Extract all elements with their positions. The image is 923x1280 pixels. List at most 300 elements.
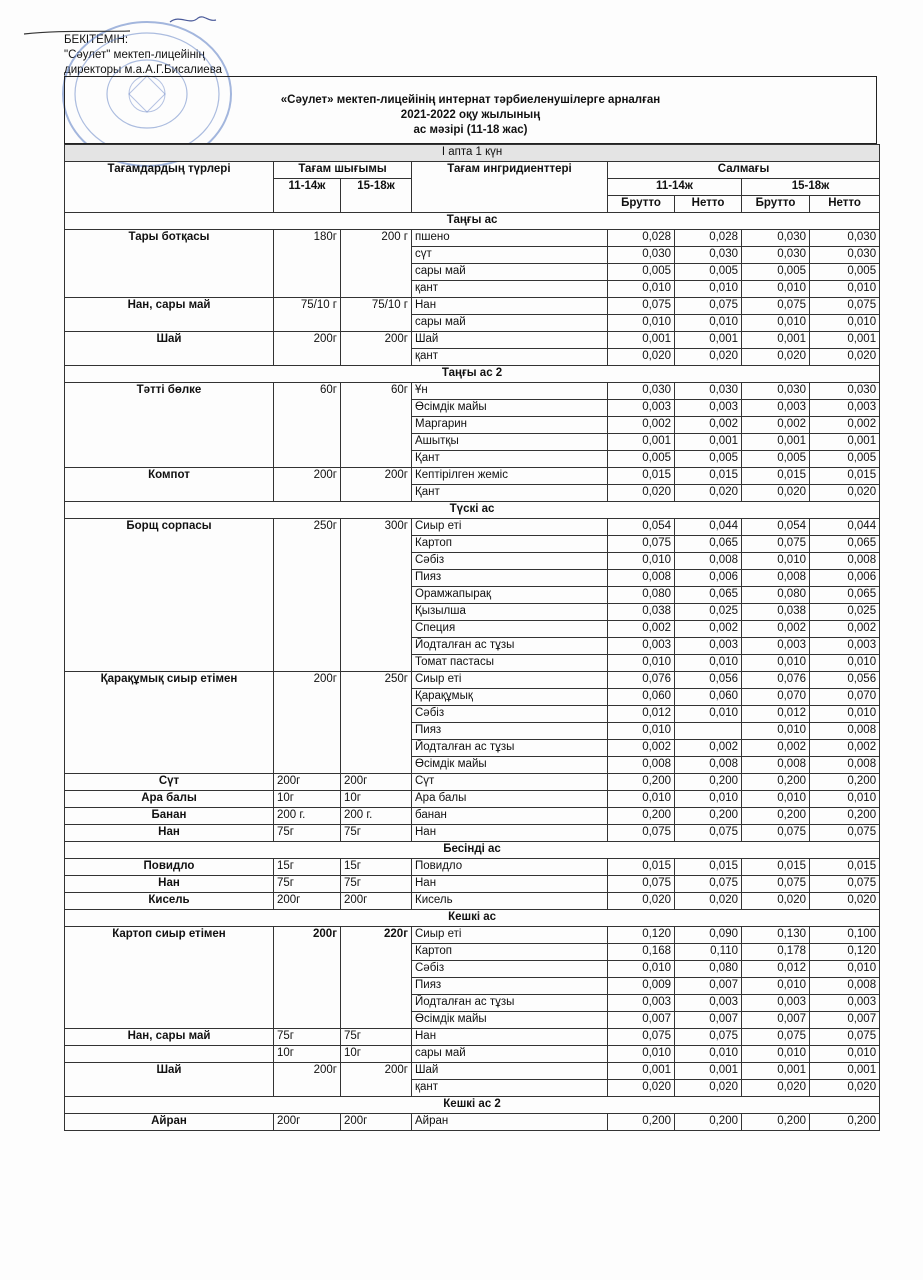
ingredient-name: Қант xyxy=(412,451,608,468)
netto-11-14: 0,003 xyxy=(675,995,742,1012)
dish-output-15-18: 220г xyxy=(341,927,412,1029)
ingredient-row xyxy=(65,332,880,349)
dish-name: Картоп сиыр етімен xyxy=(65,927,274,1029)
netto-15-18: 0,044 xyxy=(810,519,880,536)
brutto-15-18: 0,010 xyxy=(742,723,810,740)
ingredient-name: Шай xyxy=(412,1063,608,1080)
netto-11-14: 0,001 xyxy=(675,434,742,451)
netto-15-18: 0,002 xyxy=(810,621,880,638)
ingredient-row xyxy=(65,383,880,400)
netto-15-18: 0,008 xyxy=(810,723,880,740)
col-netto-age2: Нетто xyxy=(810,196,880,213)
brutto-11-14: 0,001 xyxy=(608,332,675,349)
dish-output-11-14: 75г xyxy=(274,876,341,893)
brutto-15-18: 0,010 xyxy=(742,1046,810,1063)
dish-name: Нан xyxy=(65,825,274,842)
dish-output-11-14: 200г xyxy=(274,672,341,774)
dish-name: Кисель xyxy=(65,893,274,910)
netto-11-14: 0,015 xyxy=(675,468,742,485)
brutto-11-14: 0,001 xyxy=(608,1063,675,1080)
dish-output-11-14: 200г xyxy=(274,774,341,791)
brutto-15-18: 0,003 xyxy=(742,995,810,1012)
ingredient-name: Сиыр еті xyxy=(412,927,608,944)
netto-15-18: 0,030 xyxy=(810,383,880,400)
brutto-15-18: 0,075 xyxy=(742,876,810,893)
dish-output-15-18: 15г xyxy=(341,859,412,876)
brutto-11-14: 0,010 xyxy=(608,961,675,978)
dish-output-15-18: 200г xyxy=(341,1063,412,1097)
brutto-15-18: 0,010 xyxy=(742,281,810,298)
netto-11-14: 0,028 xyxy=(675,230,742,247)
netto-11-14: 0,044 xyxy=(675,519,742,536)
brutto-11-14: 0,075 xyxy=(608,298,675,315)
brutto-15-18: 0,010 xyxy=(742,791,810,808)
meal-title: Кешкі ас xyxy=(65,910,880,927)
ingredient-row xyxy=(65,825,880,842)
netto-15-18: 0,015 xyxy=(810,468,880,485)
brutto-11-14: 0,010 xyxy=(608,791,675,808)
ingredient-name: пшено xyxy=(412,230,608,247)
ingredient-name: сүт xyxy=(412,247,608,264)
dish-name: Повидло xyxy=(65,859,274,876)
brutto-11-14: 0,030 xyxy=(608,383,675,400)
brutto-15-18: 0,070 xyxy=(742,689,810,706)
brutto-15-18: 0,010 xyxy=(742,315,810,332)
dish-output-11-14: 200г xyxy=(274,893,341,910)
dish-output-15-18: 10г xyxy=(341,791,412,808)
netto-11-14: 0,200 xyxy=(675,808,742,825)
ingredient-row xyxy=(65,230,880,247)
brutto-15-18: 0,010 xyxy=(742,553,810,570)
brutto-11-14: 0,015 xyxy=(608,859,675,876)
dish-output-11-14: 60г xyxy=(274,383,341,468)
brutto-11-14: 0,009 xyxy=(608,978,675,995)
dish-output-15-18: 75г xyxy=(341,825,412,842)
brutto-11-14: 0,015 xyxy=(608,468,675,485)
brutto-15-18: 0,076 xyxy=(742,672,810,689)
netto-15-18: 0,200 xyxy=(810,774,880,791)
brutto-11-14: 0,038 xyxy=(608,604,675,621)
col-weight-age1: 11-14ж xyxy=(608,179,742,196)
dish-output-11-14: 200г xyxy=(274,468,341,502)
brutto-15-18: 0,075 xyxy=(742,1029,810,1046)
ingredient-name: Повидло xyxy=(412,859,608,876)
dish-output-15-18: 200г xyxy=(341,332,412,366)
ingredient-name: Сүт xyxy=(412,774,608,791)
brutto-15-18: 0,030 xyxy=(742,247,810,264)
ingredient-name: Өсімдік майы xyxy=(412,757,608,774)
dish-output-15-18: 200 г xyxy=(341,230,412,298)
ingredient-name: Сиыр еті xyxy=(412,672,608,689)
document-header xyxy=(64,76,877,144)
netto-11-14: 0,008 xyxy=(675,757,742,774)
brutto-11-14: 0,010 xyxy=(608,655,675,672)
netto-15-18: 0,056 xyxy=(810,672,880,689)
brutto-11-14: 0,008 xyxy=(608,570,675,587)
ingredient-name: Орамжапырақ xyxy=(412,587,608,604)
brutto-11-14: 0,005 xyxy=(608,264,675,281)
brutto-11-14: 0,005 xyxy=(608,451,675,468)
brutto-15-18: 0,130 xyxy=(742,927,810,944)
ingredient-name: Томат пастасы xyxy=(412,655,608,672)
netto-11-14: 0,060 xyxy=(675,689,742,706)
brutto-11-14: 0,007 xyxy=(608,1012,675,1029)
netto-15-18: 0,005 xyxy=(810,451,880,468)
dish-output-15-18: 75г xyxy=(341,876,412,893)
brutto-11-14: 0,200 xyxy=(608,808,675,825)
netto-15-18: 0,002 xyxy=(810,417,880,434)
dish-output-15-18: 200 г. xyxy=(341,808,412,825)
ingredient-name: банан xyxy=(412,808,608,825)
brutto-11-14: 0,200 xyxy=(608,774,675,791)
brutto-15-18: 0,002 xyxy=(742,621,810,638)
netto-15-18: 0,120 xyxy=(810,944,880,961)
netto-11-14: 0,010 xyxy=(675,1046,742,1063)
brutto-11-14: 0,002 xyxy=(608,417,675,434)
brutto-15-18: 0,010 xyxy=(742,655,810,672)
brutto-15-18: 0,075 xyxy=(742,298,810,315)
netto-11-14: 0,030 xyxy=(675,247,742,264)
ingredient-name: Картоп xyxy=(412,536,608,553)
netto-11-14: 0,075 xyxy=(675,1029,742,1046)
meal-section-row xyxy=(65,502,880,519)
ingredient-row xyxy=(65,1063,880,1080)
ingredient-name: Өсімдік майы xyxy=(412,1012,608,1029)
netto-15-18: 0,003 xyxy=(810,400,880,417)
brutto-11-14: 0,200 xyxy=(608,1114,675,1131)
dish-name: Нан xyxy=(65,876,274,893)
netto-11-14: 0,075 xyxy=(675,825,742,842)
dish-name: Сүт xyxy=(65,774,274,791)
col-weight: Салмағы xyxy=(608,162,880,179)
ingredient-row xyxy=(65,927,880,944)
brutto-11-14: 0,075 xyxy=(608,1029,675,1046)
brutto-11-14: 0,075 xyxy=(608,536,675,553)
dish-output-15-18: 75г xyxy=(341,1029,412,1046)
netto-15-18: 0,008 xyxy=(810,757,880,774)
ingredient-name: Маргарин xyxy=(412,417,608,434)
ingredient-row xyxy=(65,1114,880,1131)
brutto-11-14: 0,002 xyxy=(608,621,675,638)
ingredient-name: Сиыр еті xyxy=(412,519,608,536)
netto-15-18: 0,010 xyxy=(810,961,880,978)
dish-output-11-14: 15г xyxy=(274,859,341,876)
netto-15-18: 0,020 xyxy=(810,485,880,502)
dish-output-15-18: 200г xyxy=(341,1114,412,1131)
netto-11-14: 0,010 xyxy=(675,655,742,672)
netto-15-18: 0,001 xyxy=(810,332,880,349)
ingredient-name: сары май xyxy=(412,1046,608,1063)
brutto-15-18: 0,200 xyxy=(742,1114,810,1131)
brutto-15-18: 0,003 xyxy=(742,638,810,655)
dish-output-15-18: 200г xyxy=(341,774,412,791)
document-title: «Сәулет» мектеп-лицейінің интернат тәрбиеленушілерге арналған xyxy=(280,94,661,106)
document-year: 2021-2022 оқу жылының xyxy=(400,109,541,121)
col-netto-age1: Нетто xyxy=(675,196,742,213)
dish-output-11-14: 75/10 г xyxy=(274,298,341,332)
ingredient-name: Қант xyxy=(412,485,608,502)
netto-11-14: 0,010 xyxy=(675,281,742,298)
netto-15-18: 0,002 xyxy=(810,740,880,757)
ingredient-row xyxy=(65,893,880,910)
netto-11-14: 0,010 xyxy=(675,315,742,332)
brutto-15-18: 0,080 xyxy=(742,587,810,604)
brutto-11-14: 0,075 xyxy=(608,825,675,842)
brutto-15-18: 0,020 xyxy=(742,1080,810,1097)
brutto-11-14: 0,168 xyxy=(608,944,675,961)
netto-15-18: 0,030 xyxy=(810,247,880,264)
brutto-15-18: 0,020 xyxy=(742,349,810,366)
dish-name: Ара балы xyxy=(65,791,274,808)
netto-15-18: 0,008 xyxy=(810,978,880,995)
dish-name xyxy=(65,1046,274,1063)
col-output-age2: 15-18ж xyxy=(341,179,412,213)
ingredient-row xyxy=(65,298,880,315)
dish-name: Тары ботқасы xyxy=(65,230,274,298)
netto-15-18: 0,010 xyxy=(810,281,880,298)
ingredient-name: Нан xyxy=(412,825,608,842)
col-brutto-age2: Брутто xyxy=(742,196,810,213)
col-brutto-age1: Брутто xyxy=(608,196,675,213)
dish-output-11-14: 10г xyxy=(274,791,341,808)
meal-title: Түскі ас xyxy=(65,502,880,519)
dish-output-15-18: 75/10 г xyxy=(341,298,412,332)
dish-name: Нан, сары май xyxy=(65,298,274,332)
dish-output-15-18: 250г xyxy=(341,672,412,774)
netto-15-18: 0,075 xyxy=(810,876,880,893)
ingredient-name: қант xyxy=(412,349,608,366)
dish-output-11-14: 200г xyxy=(274,927,341,1029)
netto-15-18: 0,200 xyxy=(810,808,880,825)
ingredient-name: Йодталған ас тұзы xyxy=(412,995,608,1012)
brutto-15-18: 0,003 xyxy=(742,400,810,417)
netto-15-18: 0,020 xyxy=(810,893,880,910)
ingredient-row xyxy=(65,876,880,893)
netto-11-14: 0,056 xyxy=(675,672,742,689)
meal-section-row xyxy=(65,213,880,230)
netto-15-18: 0,003 xyxy=(810,995,880,1012)
brutto-11-14: 0,020 xyxy=(608,485,675,502)
col-output-age1: 11-14ж xyxy=(274,179,341,213)
dish-output-15-18: 300г xyxy=(341,519,412,672)
brutto-11-14: 0,054 xyxy=(608,519,675,536)
brutto-11-14: 0,001 xyxy=(608,434,675,451)
ingredient-name: Нан xyxy=(412,298,608,315)
brutto-15-18: 0,075 xyxy=(742,536,810,553)
brutto-15-18: 0,007 xyxy=(742,1012,810,1029)
brutto-15-18: 0,020 xyxy=(742,485,810,502)
brutto-11-14: 0,020 xyxy=(608,893,675,910)
brutto-15-18: 0,178 xyxy=(742,944,810,961)
document-subtitle: ас мәзірі (11-18 жас) xyxy=(413,124,528,136)
brutto-15-18: 0,005 xyxy=(742,264,810,281)
ingredient-name: қант xyxy=(412,281,608,298)
meal-section-row xyxy=(65,366,880,383)
brutto-15-18: 0,008 xyxy=(742,757,810,774)
col-ingredients: Тағам ингридиенттері xyxy=(412,162,608,213)
netto-15-18: 0,020 xyxy=(810,1080,880,1097)
netto-15-18: 0,001 xyxy=(810,434,880,451)
brutto-11-14: 0,060 xyxy=(608,689,675,706)
dish-name: Компот xyxy=(65,468,274,502)
dish-name: Шай xyxy=(65,1063,274,1097)
meal-title: Таңғы ас 2 xyxy=(65,366,880,383)
netto-15-18: 0,075 xyxy=(810,1029,880,1046)
approval-line-1: БЕКІТЕМІН: xyxy=(64,34,129,46)
netto-15-18: 0,006 xyxy=(810,570,880,587)
brutto-15-18: 0,200 xyxy=(742,774,810,791)
netto-11-14: 0,075 xyxy=(675,298,742,315)
netto-15-18: 0,015 xyxy=(810,859,880,876)
brutto-15-18: 0,054 xyxy=(742,519,810,536)
ingredient-name: Специя xyxy=(412,621,608,638)
brutto-11-14: 0,076 xyxy=(608,672,675,689)
ingredient-name: Өсімдік майы xyxy=(412,400,608,417)
brutto-11-14: 0,028 xyxy=(608,230,675,247)
brutto-15-18: 0,012 xyxy=(742,706,810,723)
meal-section-row xyxy=(65,1097,880,1114)
brutto-11-14: 0,010 xyxy=(608,315,675,332)
netto-11-14: 0,010 xyxy=(675,791,742,808)
dish-output-11-14: 200г xyxy=(274,1063,341,1097)
ingredient-name: Пияз xyxy=(412,978,608,995)
brutto-15-18: 0,002 xyxy=(742,417,810,434)
netto-15-18: 0,100 xyxy=(810,927,880,944)
brutto-15-18: 0,001 xyxy=(742,332,810,349)
netto-11-14: 0,005 xyxy=(675,264,742,281)
netto-11-14: 0,002 xyxy=(675,417,742,434)
netto-11-14: 0,007 xyxy=(675,1012,742,1029)
dish-name: Нан, сары май xyxy=(65,1029,274,1046)
netto-15-18: 0,010 xyxy=(810,791,880,808)
ingredient-name: Шай xyxy=(412,332,608,349)
ingredient-name: Нан xyxy=(412,1029,608,1046)
ingredient-name: Сәбіз xyxy=(412,706,608,723)
ingredient-name: Ұн xyxy=(412,383,608,400)
netto-11-14: 0,025 xyxy=(675,604,742,621)
dish-output-15-18: 60г xyxy=(341,383,412,468)
brutto-15-18: 0,075 xyxy=(742,825,810,842)
brutto-15-18: 0,001 xyxy=(742,434,810,451)
brutto-15-18: 0,038 xyxy=(742,604,810,621)
dish-name: Айран xyxy=(65,1114,274,1131)
ingredient-row xyxy=(65,468,880,485)
ingredient-name: Йодталған ас тұзы xyxy=(412,638,608,655)
netto-11-14: 0,200 xyxy=(675,1114,742,1131)
netto-15-18: 0,030 xyxy=(810,230,880,247)
brutto-15-18: 0,020 xyxy=(742,893,810,910)
brutto-11-14: 0,010 xyxy=(608,1046,675,1063)
col-weight-age2: 15-18ж xyxy=(742,179,880,196)
brutto-15-18: 0,008 xyxy=(742,570,810,587)
brutto-15-18: 0,200 xyxy=(742,808,810,825)
ingredient-name: Пияз xyxy=(412,570,608,587)
netto-15-18: 0,065 xyxy=(810,587,880,604)
netto-15-18: 0,075 xyxy=(810,825,880,842)
netto-11-14: 0,002 xyxy=(675,740,742,757)
ingredient-name: Сәбіз xyxy=(412,553,608,570)
brutto-11-14: 0,002 xyxy=(608,740,675,757)
week-day-label: I апта 1 күн xyxy=(65,145,880,162)
menu-table xyxy=(64,144,880,1131)
dish-output-11-14: 75г xyxy=(274,825,341,842)
brutto-15-18: 0,030 xyxy=(742,230,810,247)
netto-15-18: 0,075 xyxy=(810,298,880,315)
netto-15-18: 0,003 xyxy=(810,638,880,655)
dish-name: Банан xyxy=(65,808,274,825)
brutto-15-18: 0,002 xyxy=(742,740,810,757)
ingredient-name: Кисель xyxy=(412,893,608,910)
netto-15-18: 0,005 xyxy=(810,264,880,281)
brutto-15-18: 0,010 xyxy=(742,978,810,995)
netto-11-14 xyxy=(675,723,742,740)
ingredient-name: Кептірілген жеміс xyxy=(412,468,608,485)
netto-11-14: 0,005 xyxy=(675,451,742,468)
ingredient-row xyxy=(65,1029,880,1046)
dish-output-15-18: 200г xyxy=(341,468,412,502)
dish-output-11-14: 180г xyxy=(274,230,341,298)
ingredient-name: Сәбіз xyxy=(412,961,608,978)
netto-11-14: 0,002 xyxy=(675,621,742,638)
brutto-11-14: 0,030 xyxy=(608,247,675,264)
dish-name: Шай xyxy=(65,332,274,366)
netto-11-14: 0,080 xyxy=(675,961,742,978)
netto-11-14: 0,001 xyxy=(675,332,742,349)
brutto-11-14: 0,008 xyxy=(608,757,675,774)
netto-15-18: 0,010 xyxy=(810,655,880,672)
meal-title: Кешкі ас 2 xyxy=(65,1097,880,1114)
ingredient-row xyxy=(65,519,880,536)
signature-mark xyxy=(20,12,260,52)
brutto-11-14: 0,075 xyxy=(608,876,675,893)
dish-output-11-14: 75г xyxy=(274,1029,341,1046)
netto-15-18: 0,010 xyxy=(810,1046,880,1063)
brutto-15-18: 0,015 xyxy=(742,468,810,485)
ingredient-name: сары май xyxy=(412,315,608,332)
approval-line-3: директоры м.а.А.Г.Бисалиева xyxy=(64,64,223,76)
netto-11-14: 0,090 xyxy=(675,927,742,944)
netto-11-14: 0,015 xyxy=(675,859,742,876)
ingredient-name: Қызылша xyxy=(412,604,608,621)
netto-11-14: 0,020 xyxy=(675,893,742,910)
meal-section-row xyxy=(65,842,880,859)
netto-11-14: 0,110 xyxy=(675,944,742,961)
meal-title: Бесінді ас xyxy=(65,842,880,859)
ingredient-name: Йодталған ас тұзы xyxy=(412,740,608,757)
dish-output-11-14: 10г xyxy=(274,1046,341,1063)
brutto-11-14: 0,020 xyxy=(608,1080,675,1097)
meal-title: Таңғы ас xyxy=(65,213,880,230)
netto-11-14: 0,003 xyxy=(675,400,742,417)
col-output: Тағам шығымы xyxy=(274,162,412,179)
ingredient-row xyxy=(65,791,880,808)
netto-11-14: 0,020 xyxy=(675,349,742,366)
dish-name: Борщ сорпасы xyxy=(65,519,274,672)
netto-11-14: 0,020 xyxy=(675,485,742,502)
netto-11-14: 0,003 xyxy=(675,638,742,655)
netto-11-14: 0,030 xyxy=(675,383,742,400)
brutto-11-14: 0,120 xyxy=(608,927,675,944)
brutto-15-18: 0,012 xyxy=(742,961,810,978)
ingredient-name: Картоп xyxy=(412,944,608,961)
ingredient-name: Ара балы xyxy=(412,791,608,808)
dish-output-11-14: 200г xyxy=(274,332,341,366)
brutto-11-14: 0,010 xyxy=(608,723,675,740)
ingredient-name: Ашытқы xyxy=(412,434,608,451)
netto-11-14: 0,200 xyxy=(675,774,742,791)
netto-15-18: 0,070 xyxy=(810,689,880,706)
netto-15-18: 0,065 xyxy=(810,536,880,553)
